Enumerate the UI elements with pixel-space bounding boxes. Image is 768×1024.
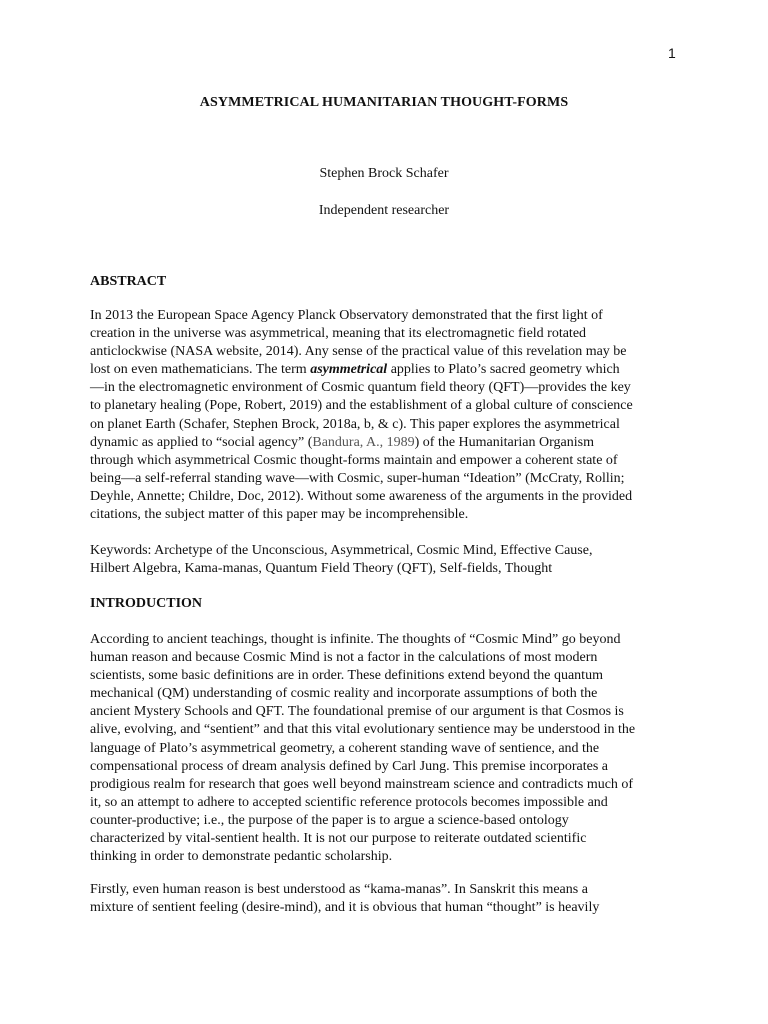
abstract-line: being—a self-referral standing wave—with Cosmic, super-human “Ideation” (McCraty, Rollin; bbox=[90, 470, 625, 486]
abstract-line: —in the electromagnetic environment of Cosmic quantum field theory (QFT)—provides the key bbox=[90, 380, 631, 396]
abstract-line: through which asymmetrical Cosmic thought-forms maintain and empower a coherent state of bbox=[90, 452, 618, 468]
introduction-heading: INTRODUCTION bbox=[90, 596, 203, 611]
abstract-line bbox=[90, 361, 690, 379]
author-affiliation: Independent researcher bbox=[318, 203, 450, 218]
intro-line: characterized by vital-sentient health. It is not our purpose to reiterate outdated scientific bbox=[90, 831, 587, 847]
abstract-line bbox=[90, 434, 690, 452]
paper-title: ASYMMETRICAL HUMANITARIAN THOUGHT-FORMS bbox=[199, 95, 569, 110]
citation-bandura: Bandura, A., 1989 bbox=[312, 434, 415, 450]
keywords-paragraph bbox=[90, 542, 690, 578]
abstract-line: creation in the universe was asymmetrical, meaning that its electromagnetic field rotated bbox=[90, 326, 587, 342]
abstract-text: applies to Plato’s sacred geometry which bbox=[387, 362, 620, 378]
abstract-text: dynamic as applied to “social agency” ( bbox=[90, 434, 313, 450]
page-number: 1 bbox=[668, 45, 676, 61]
intro-line: mixture of sentient feeling (desire-mind), and it is obvious that human “thought” is heavily bbox=[90, 900, 600, 916]
author-name: Stephen Brock Schafer bbox=[319, 166, 449, 181]
abstract-line: anticlockwise (NASA website, 2014). Any sense of the practical value of this revelation may be bbox=[90, 344, 627, 360]
intro-line: counter-productive; i.e., the purpose of the paper is to argue a science-based ontology bbox=[90, 812, 569, 828]
introduction-paragraph-2 bbox=[90, 881, 690, 917]
intro-line: language of Plato’s asymmetrical geometry, a coherent standing wave of sentience, and the bbox=[90, 740, 600, 756]
abstract-line: Deyhle, Annette; Childre, Doc, 2012). Without some awareness of the arguments in the provided bbox=[90, 488, 633, 504]
intro-line: mechanical (QM) understanding of cosmic reality and incorporate assumptions of both the bbox=[90, 686, 598, 702]
intro-line: compensational process of dream analysis defined by Carl Jung. This premise incorporates a bbox=[90, 758, 608, 774]
abstract-line: on planet Earth (Schafer, Stephen Brock, 2018a, b, & c). This paper explores the asymmetrical bbox=[90, 416, 620, 432]
abstract-line: citations, the subject matter of this paper may be incomprehensible. bbox=[90, 507, 469, 523]
intro-line: alive, evolving, and “sentient” and that this vital evolutionary sentience may be understood in the bbox=[90, 722, 636, 738]
intro-line: thinking in order to demonstrate pedantic scholarship. bbox=[90, 849, 393, 865]
intro-line: ancient Mystery Schools and QFT. The foundational premise of our argument is that Cosmos is bbox=[90, 704, 624, 720]
emphasis-asymmetrical: asymmetrical bbox=[310, 362, 388, 378]
abstract-line: In 2013 the European Space Agency Planck Observatory demonstrated that the first light of bbox=[90, 308, 603, 323]
abstract-text: ) of the Humanitarian Organism bbox=[414, 434, 594, 450]
introduction-paragraph-1 bbox=[90, 631, 690, 866]
intro-line: Firstly, even human reason is best understood as “kama-manas”. In Sanskrit this means a bbox=[90, 882, 588, 897]
intro-line: human reason and because Cosmic Mind is not a factor in the calculations of most modern bbox=[90, 650, 598, 666]
intro-line: it, so an attempt to adhere to accepted scientific reference protocols becomes impossible and bbox=[90, 794, 608, 810]
keywords-line: Hilbert Algebra, Kama-manas, Quantum Field Theory (QFT), Self-fields, Thought bbox=[90, 561, 553, 577]
abstract-line: to planetary healing (Pope, Robert, 2019) and the establishment of a global culture of conscience bbox=[90, 398, 633, 414]
abstract-heading: ABSTRACT bbox=[90, 274, 167, 289]
intro-line: According to ancient teachings, thought is infinite. The thoughts of “Cosmic Mind” go beyond bbox=[90, 632, 621, 647]
abstract-text: lost on even mathematicians. The term bbox=[90, 362, 311, 378]
intro-line: prodigious realm for research that goes well beyond mainstream science and contradicts much of bbox=[90, 776, 634, 792]
intro-line: scientists, some basic definitions are in order. These definitions extend beyond the quantum bbox=[90, 668, 603, 684]
keywords-line: Keywords: Archetype of the Unconscious, Asymmetrical, Cosmic Mind, Effective Cause, bbox=[90, 543, 593, 558]
abstract-paragraph bbox=[90, 307, 690, 524]
